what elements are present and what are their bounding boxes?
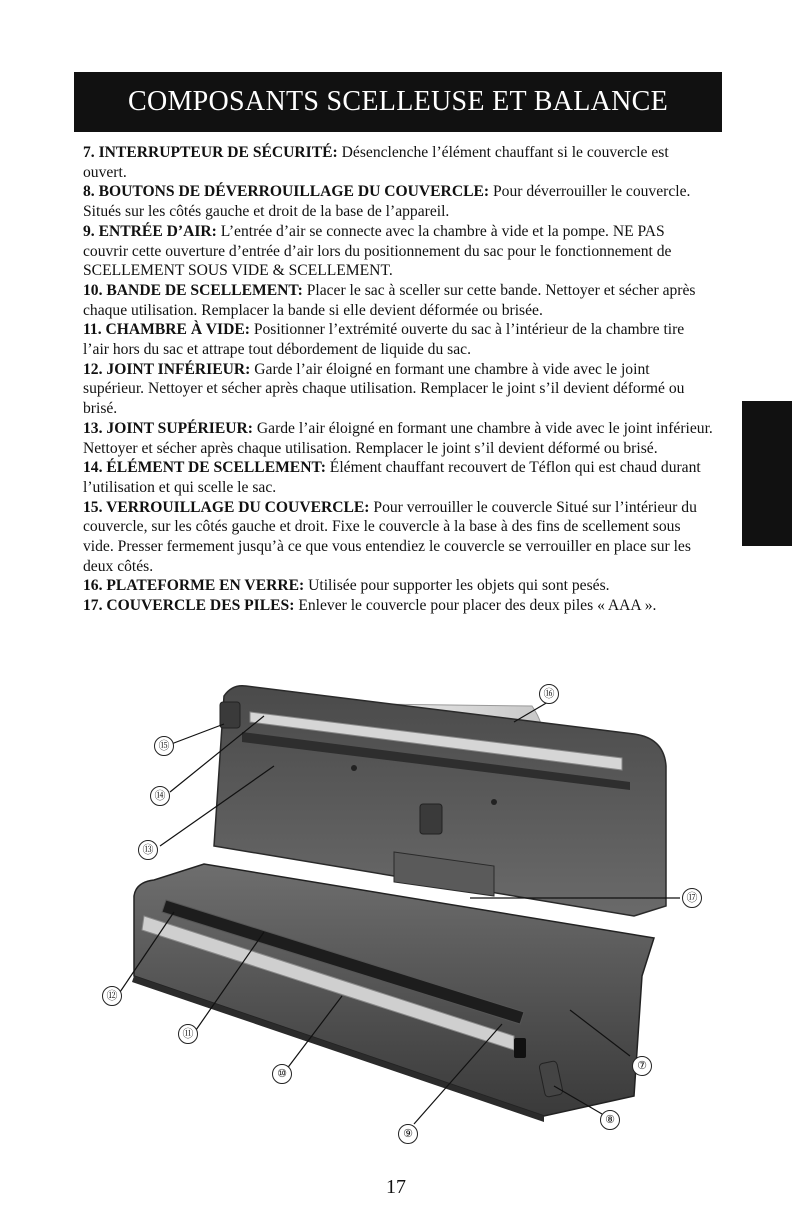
list-item	[83, 143, 713, 182]
item-desc: Utilisée pour supporter les objets qui sont pesés.	[304, 577, 610, 595]
item-term: 15. VERROUILLAGE DU COUVERCLE:	[83, 498, 370, 516]
item-term: 10. BANDE DE SCELLEMENT:	[83, 281, 303, 299]
list-item	[83, 360, 713, 419]
list-item	[83, 222, 713, 281]
item-term: 14. ÉLÉMENT DE SCELLEMENT:	[83, 459, 326, 477]
callout-17: ⑰	[682, 888, 702, 908]
list-item	[83, 281, 713, 320]
page-title-bar	[74, 72, 722, 132]
item-term: 8. BOUTONS DE DÉVERROUILLAGE DU COUVERCLE:	[83, 183, 490, 201]
item-term: 7. INTERRUPTEUR DE SÉCURITÉ:	[83, 144, 338, 161]
item-desc: Pour déverrouiller le couvercle. Situés sur les côtés gauche et droit de la base de l’appareil.	[83, 183, 691, 221]
list-item	[83, 576, 713, 596]
safety-switch	[514, 1038, 526, 1058]
item-desc: Garde l’air éloigné en formant une chambre à vide avec le joint supérieur. Nettoyer et sécher après chaque utilisation. Remplacer le joint s’il devient déformé ou brisé.	[83, 360, 685, 418]
item-desc: Désenclenche l’élément chauffant si le couvercle est ouvert.	[83, 144, 669, 181]
item-term: 11. CHAMBRE À VIDE:	[83, 321, 250, 339]
callout-14: ⑭	[150, 786, 170, 806]
page-number: 17	[386, 1176, 406, 1198]
item-desc: Enlever le couvercle pour placer des deux piles « AAA ».	[294, 597, 657, 615]
item-desc: Positionner l’extrémité ouverte du sac à l’intérieur de la chambre tire l’air hors du sac et attrape tout débordement de liquide du sac.	[83, 321, 685, 359]
item-term: 16. PLATEFORME EN VERRE:	[83, 577, 305, 595]
callout-12: ⑫	[102, 986, 122, 1006]
item-desc: Élément chauffant recouvert de Téflon qui est chaud durant l’utilisation et qui scelle le sac.	[83, 459, 701, 496]
list-item	[83, 182, 713, 221]
callout-10: ⑩	[272, 1064, 292, 1084]
item-term: 13. JOINT SUPÉRIEUR:	[83, 419, 253, 437]
lid-window	[420, 804, 442, 834]
callout-8: ⑧	[600, 1110, 620, 1130]
item-desc: Pour verrouiller le couvercle Situé sur l’intérieur du couvercle, sur les côtés gauche et droit. Fixe le couvercle à la base à des fins de scellement sous vide. Presser fermement jusqu’à ce que vous entendiez le couvercle se verrouiller en place sur les deux côtés.	[83, 498, 697, 575]
item-term: 17. COUVERCLE DES PILES:	[83, 597, 295, 615]
sealer-diagram	[74, 676, 724, 1146]
component-list	[83, 143, 713, 616]
list-item	[83, 498, 713, 577]
list-item	[83, 458, 713, 497]
callout-13: ⑬	[138, 840, 158, 860]
callout-7: ⑦	[632, 1056, 652, 1076]
callout-11: ⑪	[178, 1024, 198, 1044]
item-term: 9. ENTRÉE D’AIR:	[83, 222, 217, 240]
list-item	[83, 320, 713, 359]
item-desc: Placer le sac à sceller sur cette bande. Nettoyer et sécher après chaque utilisation. Remplacer la bande si elle devient déformée ou brisée.	[83, 281, 696, 319]
item-desc: L’entrée d’air se connecte avec la chambre à vide et la pompe. NE PAS couvrir cette ouverture d’entrée d’air lors du positionnement du sac pour le fonctionnement de SCELLEMENT SOUS VIDE & SCELLEMENT.	[83, 222, 672, 280]
item-desc: Garde l’air éloigné en formant une chambre à vide avec le joint inférieur. Nettoyer et sécher après chaque utilisation. Remplacer le joint s’il devient déformé ou brisé.	[83, 419, 713, 457]
callout-9: ⑨	[398, 1124, 418, 1144]
section-tab	[742, 401, 792, 546]
callout-15: ⑮	[154, 736, 174, 756]
list-item	[83, 596, 713, 616]
item-term: 12. JOINT INFÉRIEUR:	[83, 360, 251, 378]
list-item	[83, 419, 713, 458]
page-title: COMPOSANTS SCELLEUSE ET BALANCE	[127, 86, 669, 117]
callout-16: ⑯	[539, 684, 559, 704]
